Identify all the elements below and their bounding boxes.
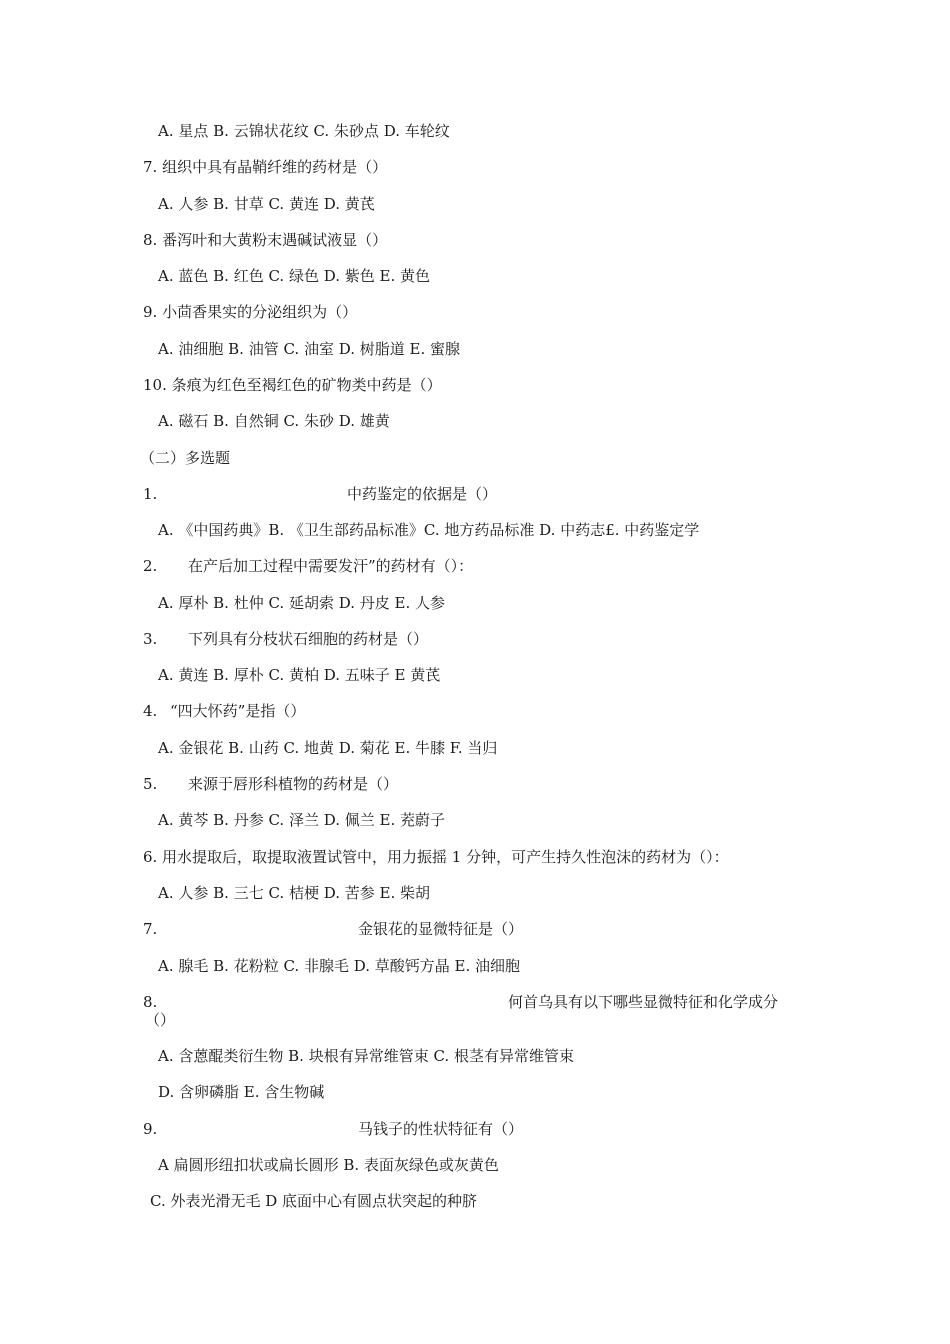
- mq6-number: 6.: [143, 848, 158, 866]
- mq8-question-cont: （）: [145, 1011, 176, 1029]
- mq2-question: 在产后加工过程中需要发汗”的药材有（）：: [188, 557, 474, 575]
- q9-options: A. 油细胞 B. 油管 C. 油室 D. 树脂道 E. 蜜腺: [158, 340, 460, 358]
- q6-options: A. 星点 B. 云锦状花纹 C. 朱砂点 D. 车轮纹: [158, 122, 450, 140]
- q8-question: 8. 番泻叶和大黄粉末遇碱试液显（）: [143, 231, 388, 249]
- mq4-options: A. 金银花 B. 山药 C. 地黄 D. 菊花 E. 牛膝 F. 当归: [158, 739, 498, 757]
- mq5-question: 来源于唇形科植物的药材是（）: [188, 775, 399, 793]
- q7-question: 7. 组织中具有晶鞘纤维的药材是（）: [143, 158, 388, 176]
- mq1-question: 中药鉴定的依据是（）: [347, 485, 498, 503]
- mq8-options: A. 含蒽醌类衍生物 B. 块根有异常维管束 C. 根茎有异常维管束: [158, 1047, 574, 1065]
- mq9-question: 马钱子的性状特征有（）: [358, 1120, 524, 1138]
- mq4-question: “四大怀药”是指（）: [170, 702, 306, 720]
- mq1-number: 1.: [143, 485, 158, 503]
- mq7-options: A. 腺毛 B. 花粉粒 C. 非腺毛 D. 草酸钙方晶 E. 油细胞: [158, 957, 520, 975]
- mq2-number: 2.: [143, 557, 158, 575]
- q9-question: 9. 小茴香果实的分泌组织为（）: [143, 303, 358, 321]
- section-title: （二）多选题: [140, 449, 231, 467]
- mq9-options: A 扁圆形纽扣状或扁长圆形 B. 表面灰绿色或灰黄色: [158, 1156, 499, 1174]
- mq8-number: 8.: [143, 993, 158, 1011]
- mq6-options: A. 人参 B. 三七 C. 桔梗 D. 苦参 E. 柴胡: [158, 884, 430, 902]
- mq7-number: 7.: [143, 920, 158, 938]
- mq8-question: 何首乌具有以下哪些显微特征和化学成分: [508, 993, 779, 1011]
- mq5-number: 5.: [143, 775, 158, 793]
- q10-question: 10. 条痕为红色至褐红色的矿物类中药是（）: [143, 376, 442, 394]
- mq3-number: 3.: [143, 630, 158, 648]
- mq8-options-2: D. 含卵磷脂 E. 含生物碱: [158, 1083, 325, 1101]
- q8-options: A. 蓝色 B. 红色 C. 绿色 D. 紫色 E. 黄色: [158, 267, 430, 285]
- q7-options: A. 人参 B. 甘草 C. 黄连 D. 黄芪: [158, 195, 375, 213]
- mq9-options-2: C. 外表光滑无毛 D 底面中心有圆点状突起的种脐: [150, 1192, 478, 1210]
- mq3-options: A. 黄连 B. 厚朴 C. 黄柏 D. 五味子 E 黄芪: [158, 666, 441, 684]
- mq1-options: A. 《中国药典》B. 《卫生部药品标准》C. 地方药品标准 D. 中药志£. 中药鉴定学: [158, 521, 700, 539]
- mq6-question: 用水提取后，取提取液置试管中，用力振摇 1 分钟，可产生持久性泡沫的药材为（）：: [162, 848, 729, 866]
- q10-options: A. 磁石 B. 自然铜 C. 朱砂 D. 雄黄: [158, 412, 390, 430]
- mq5-options: A. 黄芩 B. 丹参 C. 泽兰 D. 佩兰 E. 茺蔚子: [158, 811, 445, 829]
- mq3-question: 下列具有分枝状石细胞的药材是（）: [188, 630, 429, 648]
- mq9-number: 9.: [143, 1120, 158, 1138]
- mq2-options: A. 厚朴 B. 杜仲 C. 延胡索 D. 丹皮 E. 人参: [158, 594, 445, 612]
- mq4-number: 4.: [143, 702, 158, 720]
- mq7-question: 金银花的显微特征是（）: [358, 920, 524, 938]
